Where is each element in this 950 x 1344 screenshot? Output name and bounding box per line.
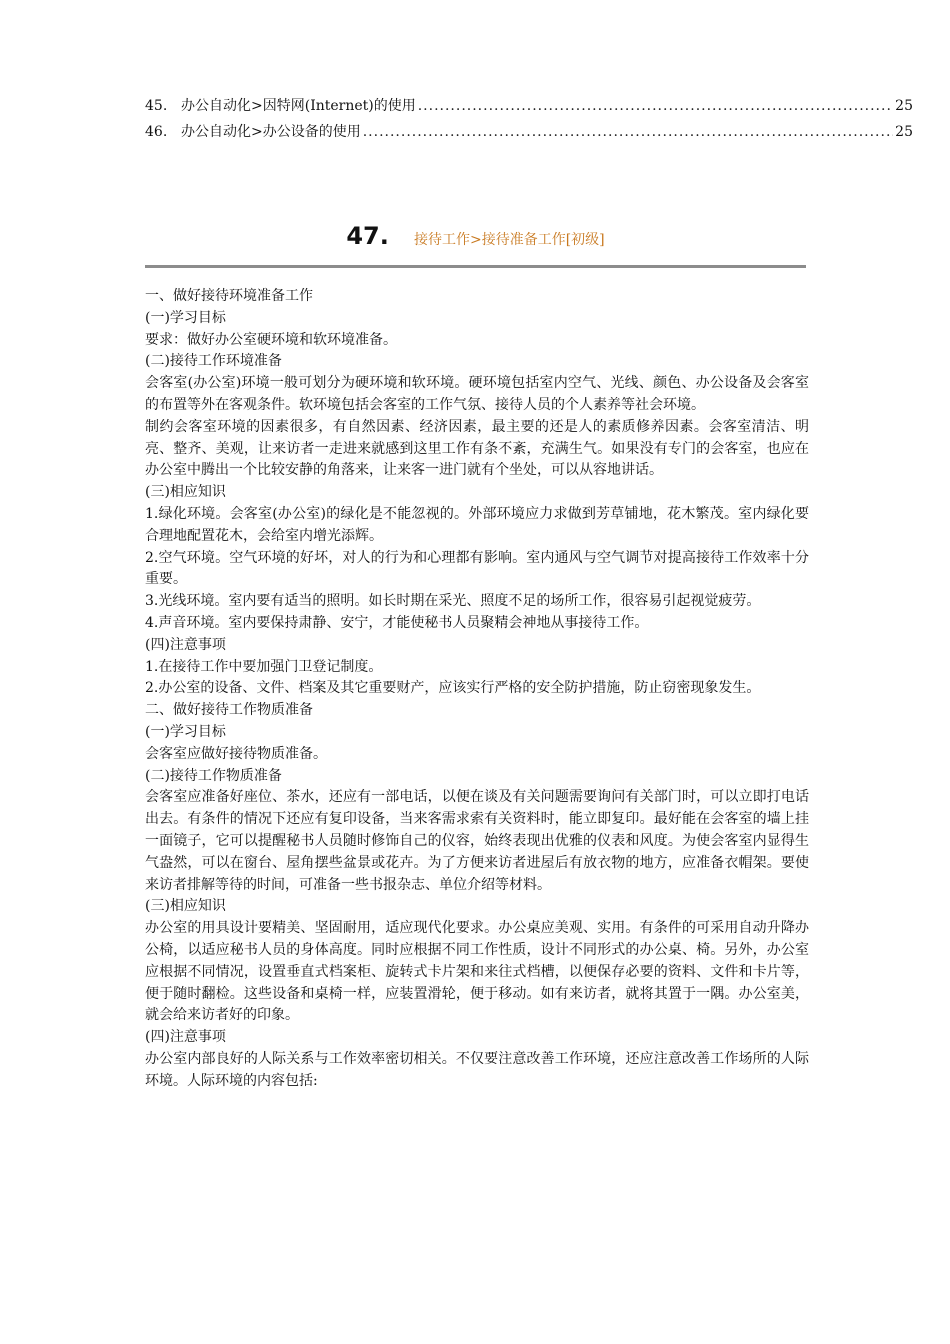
subheading: (一)学习目标 xyxy=(145,723,226,740)
document-body xyxy=(145,286,809,1092)
paragraph: 2.空气环境。空气环境的好坏，对人的行为和心理都有影响。室内通风与空气调节对提高接待工作效率十分重要。 xyxy=(145,549,809,588)
subheading: (四)注意事项 xyxy=(145,636,226,653)
toc-entry-page: 25 xyxy=(895,98,913,114)
paragraph: 会客室应做好接待物质准备。 xyxy=(145,745,327,762)
toc-entry-title: 办公自动化>办公设备的使用 xyxy=(181,124,361,140)
paragraph: 1.绿化环境。会客室(办公室)的绿化是不能忽视的。外部环境应力求做到芳草铺地，花木繁茂。室内绿化要合理地配置花木，会给室内增光添辉。 xyxy=(145,505,809,544)
subheading: (二)接待工作物质准备 xyxy=(145,767,282,784)
table-of-contents xyxy=(145,95,913,147)
heading-part-two: 二、做好接待工作物质准备 xyxy=(145,702,313,719)
toc-entry-number: 45. xyxy=(145,98,168,114)
paragraph: 会客室(办公室)环境一般可划分为硬环境和软环境。硬环境包括室内空气、光线、颜色、办公设备及会客室的布置等外在客观条件。软环境包括会客室的工作气氛、接待人员的个人素养等社会环境。 xyxy=(145,375,809,413)
heading-divider xyxy=(145,265,806,268)
toc-entry[interactable] xyxy=(145,95,913,121)
subheading: (三)相应知识 xyxy=(145,898,226,915)
paragraph: 办公室内部良好的人际关系与工作效率密切相关。不仅要注意改善工作环境，还应注意改善工作场所的人际环境。人际环境的内容包括: xyxy=(145,1050,809,1089)
subheading: (二)接待工作环境准备 xyxy=(145,353,282,370)
subheading: (一)学习目标 xyxy=(145,309,226,326)
toc-entry-page: 25 xyxy=(895,124,913,140)
toc-leader-dots xyxy=(363,124,893,140)
paragraph: 4.声音环境。室内要保持肃静、安宁，才能使秘书人员聚精会神地从事接待工作。 xyxy=(145,614,649,631)
toc-leader-dots xyxy=(418,98,893,114)
paragraph: 1.在接待工作中要加强门卫登记制度。 xyxy=(145,658,383,675)
toc-entry-number: 46. xyxy=(145,124,168,140)
section-title: 接待工作>接待准备工作[初级] xyxy=(413,232,605,248)
section-number: 47. xyxy=(346,222,389,250)
paragraph: 制约会客室环境的因素很多，有自然因素、经济因素，最主要的还是人的素质修养因素。会客室清洁、明亮、整齐、美观，让来访者一走进来就感到这里工作有条不紊，充满生气。如果没有专门的会客室，也应在办公室中腾出一个比较安静的角落来，让来客一进门就有个坐处，可以从容地讲话。 xyxy=(145,418,809,479)
toc-entry-title: 办公自动化>因特网(Internet)的使用 xyxy=(181,98,416,114)
paragraph: 2.办公室的设备、文件、档案及其它重要财产，应该实行严格的安全防护措施，防止窃密现象发生。 xyxy=(145,680,761,697)
section-heading xyxy=(145,222,806,250)
subheading: (四)注意事项 xyxy=(145,1029,226,1046)
paragraph: 3.光线环境。室内要有适当的照明。如长时期在采光、照度不足的场所工作，很容易引起视觉疲劳。 xyxy=(145,593,761,610)
toc-entry[interactable] xyxy=(145,121,913,147)
paragraph: 会客室应准备好座位、茶水，还应有一部电话，以便在谈及有关问题需要询问有关部门时，可以立即打电话出去。有条件的情况下还应有复印设备，当来客需求索有关资料时，能立即复印。最好能在会客室的墙上挂一面镜子，它可以提醒秘书人员随时修饰自己的仪容，始终表现出优雅的仪表和风度。为使会客室内显得生气盎然，可以在窗台、屋角摆些盆景或花卉。为了方便来访者进屋后有放衣物的地方，应准备衣帽架。要使来访者排解等待的时间，可准备一些书报杂志、单位介绍等材料。 xyxy=(145,789,809,893)
paragraph: 办公室的用具设计要精美、坚固耐用，适应现代化要求。办公桌应美观、实用。有条件的可采用自动升降办公椅，以适应秘书人员的身体高度。同时应根据不同工作性质，设计不同形式的办公桌、椅。另外，办公室应根据不同情况，设置垂直式档案柜、旋转式卡片架和来往式档槽，以便保存必要的资料、文件和卡片等，便于随时翻检。这些设备和桌椅一样，应装置滑轮，便于移动。如有来访者，就将其置于一隅。办公室美，就会给来访者好的印象。 xyxy=(145,920,809,1024)
heading-part-one: 一、做好接待环境准备工作 xyxy=(145,288,313,304)
paragraph: 要求：做好办公室硬环境和软环境准备。 xyxy=(145,331,397,348)
subheading: (三)相应知识 xyxy=(145,484,226,501)
